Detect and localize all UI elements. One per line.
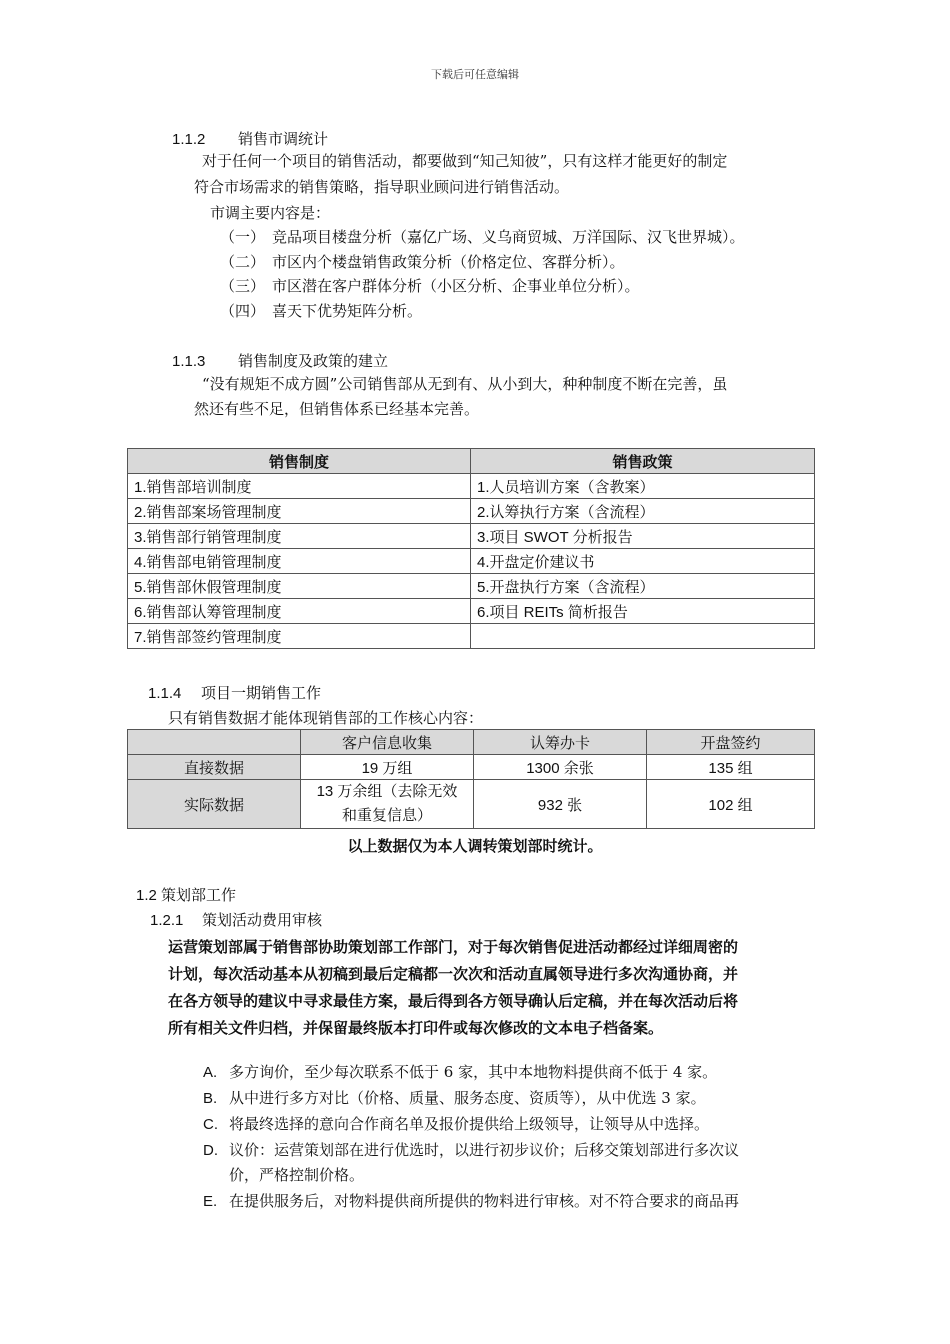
list-item: （四） 喜天下优势矩阵分析。 (220, 302, 423, 320)
table-row (128, 780, 815, 829)
bold-paragraph-line: 所有相关文件归档，并保留最终版本打印件或每次修改的文本电子档备案。 (168, 1020, 664, 1037)
table-row (128, 499, 815, 524)
sales-system-table (127, 448, 815, 649)
table-header-row (128, 730, 815, 755)
table-cell: 932 张 (474, 780, 647, 829)
table-cell: 6.项目 REITs 简析报告 (471, 599, 815, 624)
table-cell: 2.认筹执行方案（含流程） (471, 499, 815, 524)
paragraph-line: “没有规矩不成方圆”公司销售部从无到有、从小到大，种种制度不断在完善，虽 (202, 375, 728, 393)
list-item: C. 将最终选择的意向合作商名单及报价提供给上级领导，让领导从中选择。 (203, 1115, 710, 1133)
table-cell: 135 组 (647, 755, 815, 780)
heading-1-1-4 (148, 682, 321, 703)
paragraph-line: 符合市场需求的销售策略，指导职业顾问进行销售活动。 (194, 178, 570, 196)
table-note: 以上数据仅为本人调转策划部时统计。 (347, 838, 603, 855)
list-item: D. 议价：运营策划部在进行优选时，以进行初步议价；后移交策划部进行多次议 (203, 1141, 740, 1159)
table-cell: 4.开盘定价建议书 (471, 549, 815, 574)
heading-1-1-3 (172, 350, 388, 371)
list-item: B. 从中进行多方对比（价格、质量、服务态度、资质等），从中优选 3 家。 (203, 1089, 706, 1107)
row-label: 直接数据 (128, 755, 301, 780)
table-row (128, 574, 815, 599)
heading-number: 1.1.2 (172, 131, 206, 148)
table-header-cell (128, 730, 301, 755)
table-cell: 7.销售部签约管理制度 (128, 624, 471, 649)
list-item: （一） 竞品项目楼盘分析（嘉亿广场、义乌商贸城、万洋国际、汉飞世界城）。 (220, 228, 745, 246)
table-header-cell: 客户信息收集 (301, 730, 474, 755)
table-header-row (128, 449, 815, 474)
heading-title: 销售市调统计 (238, 130, 329, 148)
bold-paragraph-line: 在各方领导的建议中寻求最佳方案，最后得到各方领导确认后定稿，并在每次活动后将 (168, 993, 739, 1010)
table-cell: 6.销售部认筹管理制度 (128, 599, 471, 624)
heading-number: 1.1.4 (148, 685, 182, 702)
heading-number: 1.1.3 (172, 353, 206, 370)
table-cell: 5.销售部休假管理制度 (128, 574, 471, 599)
table-header-cell: 销售制度 (128, 449, 471, 474)
table-cell: 1.销售部培训制度 (128, 474, 471, 499)
table-cell: 3.项目 SWOT 分析报告 (471, 524, 815, 549)
table-row (128, 624, 815, 649)
table-cell: 3.销售部行销管理制度 (128, 524, 471, 549)
bold-paragraph-line: 计划，每次活动基本从初稿到最后定稿都一次次和活动直属领导进行多次沟通协商，并 (168, 966, 739, 983)
paragraph-line: 然还有些不足，但销售体系已经基本完善。 (194, 400, 480, 418)
table-row (128, 599, 815, 624)
page-header: 下载后可任意编辑 (431, 68, 519, 81)
table-row (128, 524, 815, 549)
heading-title: 销售制度及政策的建立 (238, 352, 389, 370)
list-item: E. 在提供服务后，对物料提供商所提供的物料进行审核。对不符合要求的商品再 (203, 1192, 740, 1210)
table-header-cell: 认筹办卡 (474, 730, 647, 755)
table-cell: 4.销售部电销管理制度 (128, 549, 471, 574)
table-row (128, 549, 815, 574)
table-cell: 1.人员培训方案（含教案） (471, 474, 815, 499)
list-item: A. 多方询价，至少每次联系不低于 6 家，其中本地物料提供商不低于 4 家。 (203, 1063, 718, 1081)
paragraph-line: 只有销售数据才能体现销售部的工作核心内容： (168, 709, 484, 727)
table-header-cell: 销售政策 (471, 449, 815, 474)
table-cell: 13 万余组（去除无效 和重复信息） (301, 780, 474, 829)
heading-1-2: 1.2 策划部工作 (136, 887, 237, 904)
bold-paragraph-line: 运营策划部属于销售部协助策划部工作部门，对于每次销售促进活动都经过详细周密的 (168, 939, 739, 956)
row-label: 实际数据 (128, 780, 301, 829)
heading-title: 项目一期销售工作 (201, 684, 322, 702)
list-item-continuation: 价，严格控制价格。 (229, 1166, 365, 1184)
sales-data-table (127, 729, 815, 829)
heading-1-1-2 (172, 128, 328, 149)
table-header-cell: 开盘签约 (647, 730, 815, 755)
list-item: （二） 市区内个楼盘销售政策分析（价格定位、客群分析）。 (220, 253, 625, 271)
table-cell: 1300 余张 (474, 755, 647, 780)
table-cell: 5.开盘执行方案（含流程） (471, 574, 815, 599)
heading-title: 策划活动费用审核 (202, 911, 323, 929)
table-cell: 102 组 (647, 780, 815, 829)
table-cell (471, 624, 815, 649)
table-row (128, 755, 815, 780)
table-cell: 19 万组 (301, 755, 474, 780)
paragraph-line: 对于任何一个项目的销售活动，都要做到“知己知彼”，只有这样才能更好的制定 (202, 152, 728, 170)
list-intro: 市调主要内容是： (210, 204, 331, 222)
table-row (128, 474, 815, 499)
heading-number: 1.2.1 (150, 912, 184, 929)
table-cell: 2.销售部案场管理制度 (128, 499, 471, 524)
list-item: （三） 市区潜在客户群体分析（小区分析、企事业单位分析）。 (220, 277, 640, 295)
heading-1-2-1 (150, 909, 322, 930)
